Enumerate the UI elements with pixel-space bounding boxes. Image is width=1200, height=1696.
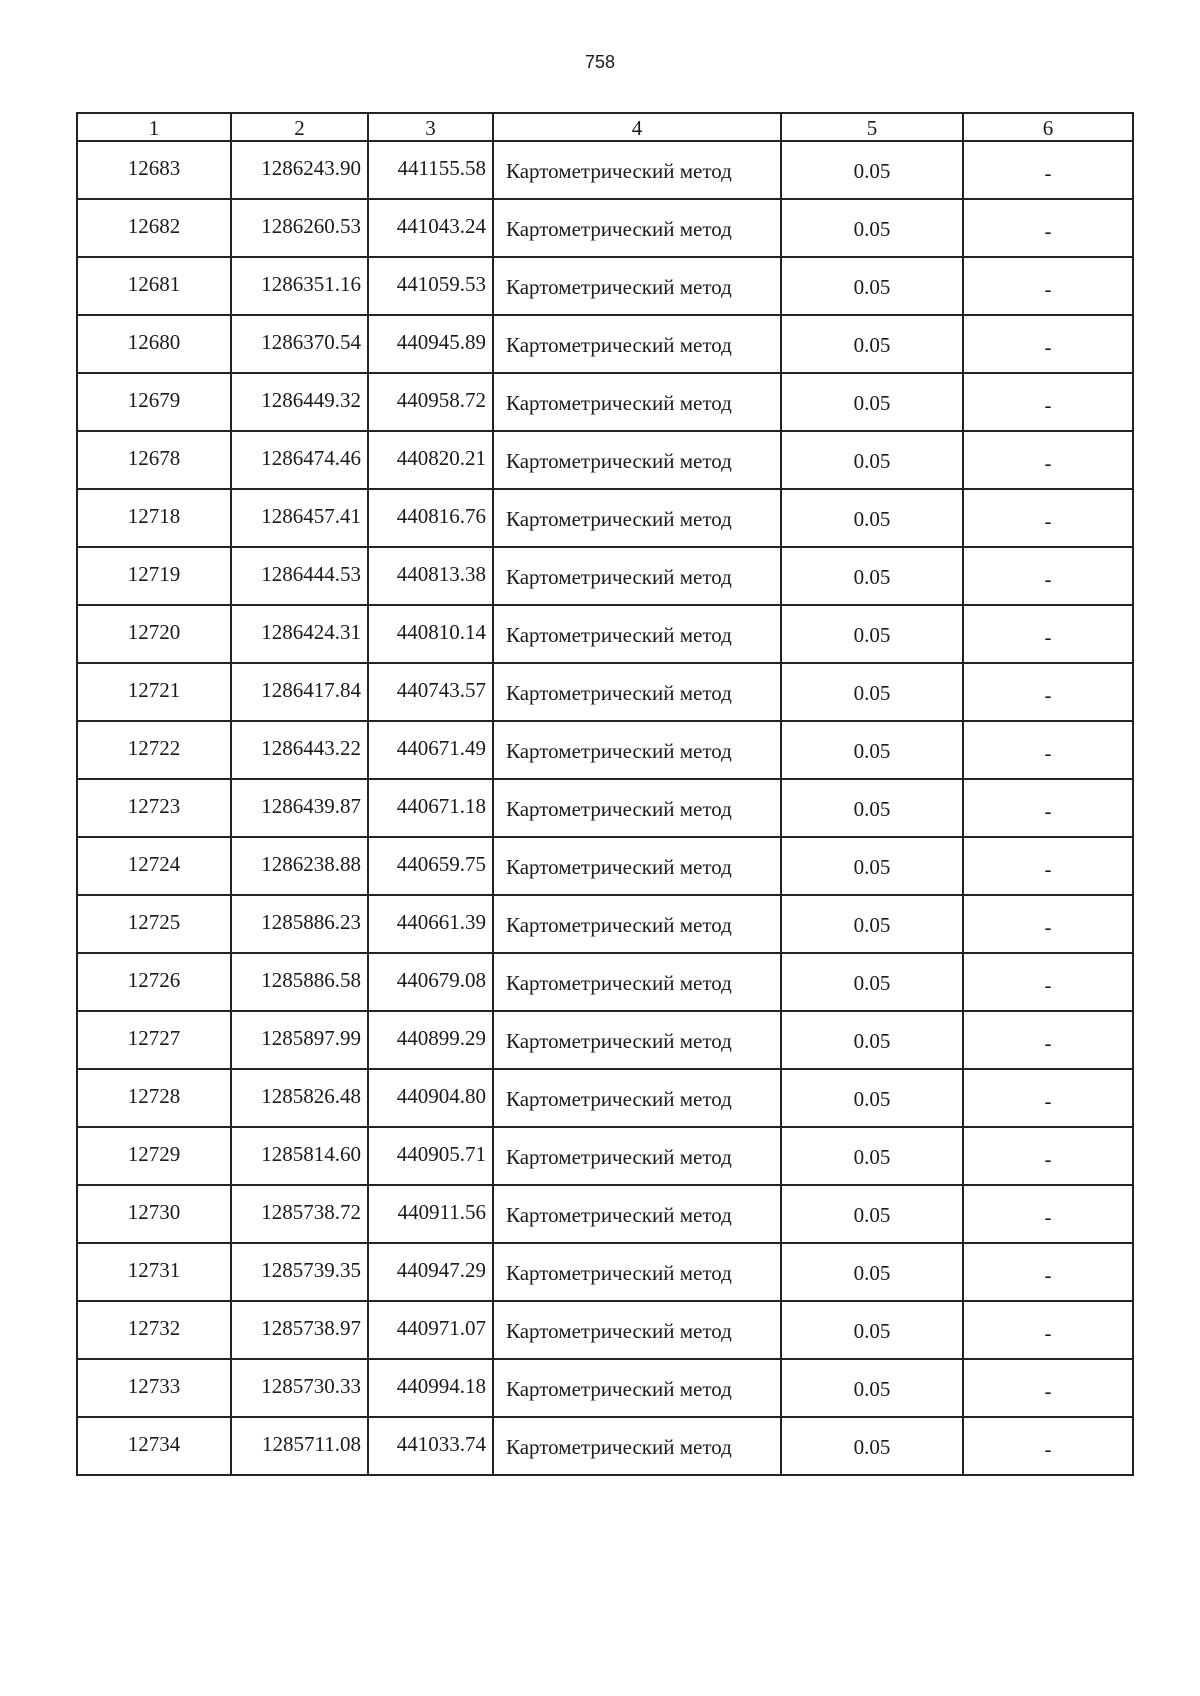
note-cell: -	[963, 953, 1133, 1011]
coordinate-x-cell: 1285886.58	[231, 953, 368, 1011]
accuracy-cell: 0.05	[781, 1069, 963, 1127]
column-header-1: 1	[77, 113, 231, 141]
table-row	[77, 199, 1133, 257]
table-row	[77, 1243, 1133, 1301]
point-number-cell: 12728	[77, 1069, 231, 1127]
column-header-5: 5	[781, 113, 963, 141]
coordinate-y-cell: 440904.80	[368, 1069, 493, 1127]
table-row	[77, 605, 1133, 663]
point-number-cell: 12733	[77, 1359, 231, 1417]
accuracy-cell: 0.05	[781, 1127, 963, 1185]
point-number-cell: 12723	[77, 779, 231, 837]
coordinate-y-cell: 441059.53	[368, 257, 493, 315]
point-number-cell: 12680	[77, 315, 231, 373]
method-cell: Картометрический метод	[493, 1359, 781, 1417]
coordinate-y-cell: 441043.24	[368, 199, 493, 257]
accuracy-cell: 0.05	[781, 199, 963, 257]
table-row	[77, 779, 1133, 837]
coordinate-x-cell: 1286474.46	[231, 431, 368, 489]
point-number-cell: 12721	[77, 663, 231, 721]
note-cell: -	[963, 837, 1133, 895]
method-cell: Картометрический метод	[493, 1243, 781, 1301]
accuracy-cell: 0.05	[781, 257, 963, 315]
method-cell: Картометрический метод	[493, 1069, 781, 1127]
note-cell: -	[963, 1011, 1133, 1069]
table-row	[77, 315, 1133, 373]
note-cell: -	[963, 663, 1133, 721]
coordinate-x-cell: 1286351.16	[231, 257, 368, 315]
coordinate-y-cell: 440661.39	[368, 895, 493, 953]
coordinate-x-cell: 1285826.48	[231, 1069, 368, 1127]
table-row	[77, 1185, 1133, 1243]
coordinate-x-cell: 1285738.72	[231, 1185, 368, 1243]
table-row	[77, 1127, 1133, 1185]
accuracy-cell: 0.05	[781, 953, 963, 1011]
accuracy-cell: 0.05	[781, 489, 963, 547]
coordinate-x-cell: 1286439.87	[231, 779, 368, 837]
point-number-cell: 12734	[77, 1417, 231, 1475]
note-cell: -	[963, 1185, 1133, 1243]
note-cell: -	[963, 199, 1133, 257]
point-number-cell: 12724	[77, 837, 231, 895]
coordinate-x-cell: 1286424.31	[231, 605, 368, 663]
table-row	[77, 721, 1133, 779]
coordinate-y-cell: 440820.21	[368, 431, 493, 489]
coordinate-x-cell: 1285738.97	[231, 1301, 368, 1359]
note-cell: -	[963, 431, 1133, 489]
note-cell: -	[963, 1127, 1133, 1185]
table-row	[77, 141, 1133, 199]
coordinate-y-cell: 440671.18	[368, 779, 493, 837]
method-cell: Картометрический метод	[493, 1417, 781, 1475]
method-cell: Картометрический метод	[493, 1011, 781, 1069]
coordinate-x-cell: 1286449.32	[231, 373, 368, 431]
accuracy-cell: 0.05	[781, 1011, 963, 1069]
note-cell: -	[963, 315, 1133, 373]
coordinate-x-cell: 1285897.99	[231, 1011, 368, 1069]
coordinate-y-cell: 440743.57	[368, 663, 493, 721]
coordinate-x-cell: 1286238.88	[231, 837, 368, 895]
method-cell: Картометрический метод	[493, 663, 781, 721]
coordinate-y-cell: 440659.75	[368, 837, 493, 895]
coordinate-y-cell: 440971.07	[368, 1301, 493, 1359]
note-cell: -	[963, 547, 1133, 605]
method-cell: Картометрический метод	[493, 1185, 781, 1243]
coordinate-x-cell: 1285814.60	[231, 1127, 368, 1185]
coordinate-x-cell: 1285711.08	[231, 1417, 368, 1475]
page-number: 758	[584, 52, 616, 72]
table-row	[77, 1417, 1133, 1475]
method-cell: Картометрический метод	[493, 895, 781, 953]
point-number-cell: 12678	[77, 431, 231, 489]
coordinate-y-cell: 440679.08	[368, 953, 493, 1011]
method-cell: Картометрический метод	[493, 953, 781, 1011]
table-row	[77, 1069, 1133, 1127]
coordinate-y-cell: 440810.14	[368, 605, 493, 663]
accuracy-cell: 0.05	[781, 1417, 963, 1475]
coordinate-y-cell: 440816.76	[368, 489, 493, 547]
note-cell: -	[963, 1301, 1133, 1359]
point-number-cell: 12729	[77, 1127, 231, 1185]
coordinate-y-cell: 440899.29	[368, 1011, 493, 1069]
point-number-cell: 12683	[77, 141, 231, 199]
point-number-cell: 12727	[77, 1011, 231, 1069]
method-cell: Картометрический метод	[493, 489, 781, 547]
coordinate-x-cell: 1286243.90	[231, 141, 368, 199]
point-number-cell: 12726	[77, 953, 231, 1011]
accuracy-cell: 0.05	[781, 605, 963, 663]
method-cell: Картометрический метод	[493, 1127, 781, 1185]
table-row	[77, 257, 1133, 315]
note-cell: -	[963, 1069, 1133, 1127]
coordinate-y-cell: 440945.89	[368, 315, 493, 373]
accuracy-cell: 0.05	[781, 547, 963, 605]
point-number-cell: 12718	[77, 489, 231, 547]
coordinate-x-cell: 1286457.41	[231, 489, 368, 547]
accuracy-cell: 0.05	[781, 1359, 963, 1417]
note-cell: -	[963, 1243, 1133, 1301]
table-row	[77, 489, 1133, 547]
coordinate-y-cell: 441033.74	[368, 1417, 493, 1475]
note-cell: -	[963, 779, 1133, 837]
accuracy-cell: 0.05	[781, 1185, 963, 1243]
coordinate-x-cell: 1286443.22	[231, 721, 368, 779]
method-cell: Картометрический метод	[493, 547, 781, 605]
accuracy-cell: 0.05	[781, 779, 963, 837]
table-row	[77, 837, 1133, 895]
coordinate-y-cell: 440813.38	[368, 547, 493, 605]
accuracy-cell: 0.05	[781, 141, 963, 199]
note-cell: -	[963, 1359, 1133, 1417]
point-number-cell: 12681	[77, 257, 231, 315]
table-row	[77, 895, 1133, 953]
table-row	[77, 663, 1133, 721]
note-cell: -	[963, 605, 1133, 663]
accuracy-cell: 0.05	[781, 663, 963, 721]
method-cell: Картометрический метод	[493, 199, 781, 257]
coordinate-x-cell: 1286260.53	[231, 199, 368, 257]
method-cell: Картометрический метод	[493, 605, 781, 663]
note-cell: -	[963, 373, 1133, 431]
accuracy-cell: 0.05	[781, 373, 963, 431]
coordinate-x-cell: 1285739.35	[231, 1243, 368, 1301]
coordinate-y-cell: 440947.29	[368, 1243, 493, 1301]
point-number-cell: 12730	[77, 1185, 231, 1243]
note-cell: -	[963, 1417, 1133, 1475]
column-header-2: 2	[231, 113, 368, 141]
method-cell: Картометрический метод	[493, 315, 781, 373]
table-row	[77, 1359, 1133, 1417]
note-cell: -	[963, 721, 1133, 779]
method-cell: Картометрический метод	[493, 779, 781, 837]
coordinate-y-cell: 440671.49	[368, 721, 493, 779]
point-number-cell: 12731	[77, 1243, 231, 1301]
coordinate-x-cell: 1285730.33	[231, 1359, 368, 1417]
accuracy-cell: 0.05	[781, 837, 963, 895]
coordinate-x-cell: 1286417.84	[231, 663, 368, 721]
table-header	[77, 113, 1133, 141]
coordinate-y-cell: 441155.58	[368, 141, 493, 199]
point-number-cell: 12722	[77, 721, 231, 779]
header-row	[77, 113, 1133, 141]
column-header-4: 4	[493, 113, 781, 141]
table-body	[77, 141, 1133, 1475]
table-row	[77, 373, 1133, 431]
method-cell: Картометрический метод	[493, 141, 781, 199]
table-row	[77, 547, 1133, 605]
table-row	[77, 1011, 1133, 1069]
table-row	[77, 431, 1133, 489]
accuracy-cell: 0.05	[781, 431, 963, 489]
method-cell: Картометрический метод	[493, 1301, 781, 1359]
point-number-cell: 12725	[77, 895, 231, 953]
coordinate-y-cell: 440958.72	[368, 373, 493, 431]
method-cell: Картометрический метод	[493, 431, 781, 489]
note-cell: -	[963, 257, 1133, 315]
note-cell: -	[963, 141, 1133, 199]
method-cell: Картометрический метод	[493, 373, 781, 431]
point-number-cell: 12719	[77, 547, 231, 605]
accuracy-cell: 0.05	[781, 1243, 963, 1301]
point-number-cell: 12720	[77, 605, 231, 663]
accuracy-cell: 0.05	[781, 895, 963, 953]
coordinates-table	[76, 112, 1134, 1476]
point-number-cell: 12732	[77, 1301, 231, 1359]
accuracy-cell: 0.05	[781, 1301, 963, 1359]
coordinate-y-cell: 440911.56	[368, 1185, 493, 1243]
point-number-cell: 12682	[77, 199, 231, 257]
coordinate-x-cell: 1286370.54	[231, 315, 368, 373]
note-cell: -	[963, 895, 1133, 953]
coordinate-x-cell: 1285886.23	[231, 895, 368, 953]
table-row	[77, 1301, 1133, 1359]
method-cell: Картометрический метод	[493, 257, 781, 315]
column-header-3: 3	[368, 113, 493, 141]
coordinate-y-cell: 440994.18	[368, 1359, 493, 1417]
method-cell: Картометрический метод	[493, 837, 781, 895]
accuracy-cell: 0.05	[781, 315, 963, 373]
column-header-6: 6	[963, 113, 1133, 141]
coordinate-y-cell: 440905.71	[368, 1127, 493, 1185]
coordinate-x-cell: 1286444.53	[231, 547, 368, 605]
point-number-cell: 12679	[77, 373, 231, 431]
method-cell: Картометрический метод	[493, 721, 781, 779]
table-row	[77, 953, 1133, 1011]
accuracy-cell: 0.05	[781, 721, 963, 779]
note-cell: -	[963, 489, 1133, 547]
